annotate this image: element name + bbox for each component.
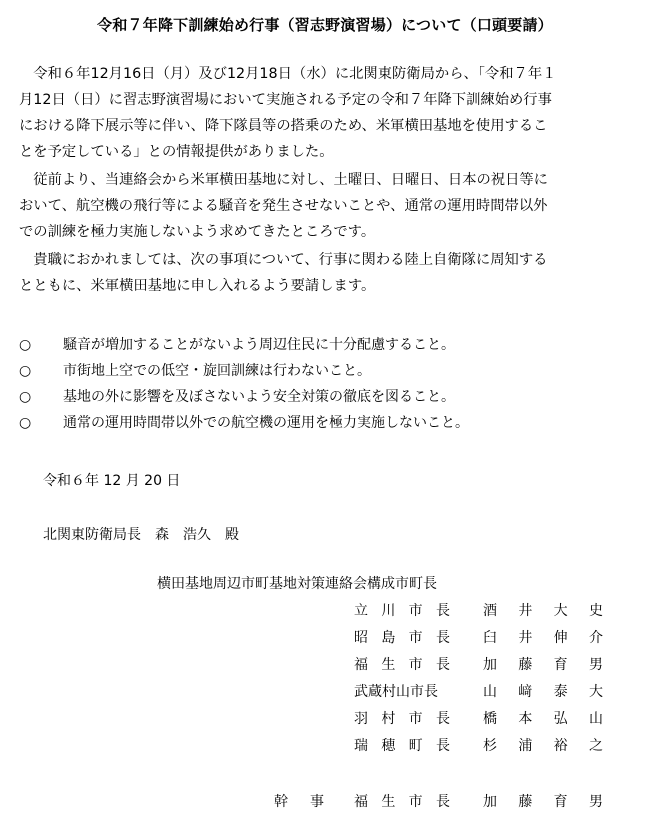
body-line: での訓練を極力実施しないよう求めてきたところです。 [19, 224, 376, 240]
secretary-name [483, 791, 603, 811]
name-char: 藤 [518, 794, 533, 810]
name-char: 裕 [553, 738, 568, 754]
title-char: 町 [408, 738, 423, 754]
title-char: 市 [408, 603, 423, 619]
title-text: 武蔵村山市長 [354, 684, 438, 700]
signatory-name [483, 627, 603, 647]
name-char: 男 [588, 657, 603, 673]
name-char: 井 [518, 630, 533, 646]
document-title: 令和７年降下訓練始め行事（習志野演習場）について（口頭要請） [97, 16, 553, 34]
signatory-title [354, 654, 450, 674]
secretary-label [274, 791, 324, 811]
title-char: 瑞 [354, 738, 368, 754]
name-char: 泰 [553, 684, 568, 700]
name-char: 山 [483, 684, 497, 700]
signatory-title [354, 600, 450, 620]
title-char: 村 [381, 711, 396, 727]
signatory-name [483, 708, 603, 728]
request-item [19, 413, 469, 433]
signatory-title [354, 708, 450, 728]
secretary-row [0, 791, 650, 811]
name-char: 男 [588, 794, 603, 810]
title-char: 市 [408, 657, 423, 673]
signatory-title [354, 681, 450, 701]
signatory-title [354, 627, 450, 647]
name-char: 加 [483, 794, 497, 810]
signatory-row [0, 735, 650, 755]
signatory-name [483, 735, 603, 755]
issue-date: 令和６年 12 月 20 日 [43, 473, 181, 489]
title-char: 立 [354, 603, 368, 619]
request-bullet: ○ [19, 363, 32, 379]
title-char: 穂 [381, 738, 396, 754]
body-line: とともに、米軍横田基地に申し入れるよう要請します。 [19, 278, 376, 294]
name-char: 臼 [483, 630, 497, 646]
title-char: 長 [435, 738, 450, 754]
request-bullet: ○ [19, 415, 32, 431]
body-line: における降下展示等に伴い、降下隊員等の搭乗のため、米軍横田基地を使用するこ [19, 118, 548, 134]
name-char: 浦 [518, 738, 533, 754]
title-char: 羽 [354, 711, 368, 727]
title-char: 長 [435, 794, 450, 810]
name-char: 酒 [483, 603, 497, 619]
addressee: 北関東防衛局長 森 浩久 殿 [43, 527, 239, 543]
body-line: おいて、航空機の飛行等による騒音を発生させないことや、通常の運用時間帯以外 [19, 198, 548, 214]
request-bullet: ○ [19, 337, 32, 353]
label-char: 事 [310, 794, 324, 810]
title-char: 長 [435, 630, 450, 646]
request-item [19, 387, 455, 407]
title-char: 長 [435, 711, 450, 727]
name-char: 山 [588, 711, 603, 727]
request-text: 基地の外に影響を及ぼさないよう安全対策の徹底を図ること。 [63, 389, 455, 405]
request-text: 騒音が増加することがないよう周辺住民に十分配慮すること。 [63, 337, 455, 353]
body-line: 従前より、当連絡会から米軍横田基地に対し、土曜日、日曜日、日本の祝日等に [19, 172, 548, 188]
signatory-name [483, 654, 603, 674]
title-char: 昭 [354, 630, 368, 646]
request-bullet: ○ [19, 389, 32, 405]
name-char: 加 [483, 657, 497, 673]
body-line: 令和６年12月16日（月）及び12月18日（水）に北関東防衛局から、「令和７年１ [19, 66, 557, 82]
signatory-row [0, 627, 650, 647]
secretary-title [354, 791, 450, 811]
label-char: 幹 [274, 794, 288, 810]
body-line: 月12日（日）に習志野演習場において実施される予定の令和７年降下訓練始め行事 [19, 92, 552, 108]
name-char: 伸 [553, 630, 568, 646]
signatory-row [0, 708, 650, 728]
name-char: 大 [553, 603, 568, 619]
request-item [19, 335, 455, 355]
name-char: 井 [518, 603, 533, 619]
name-char: 之 [588, 738, 603, 754]
signatory-row [0, 654, 650, 674]
title-char: 長 [435, 657, 450, 673]
name-char: 杉 [483, 738, 497, 754]
name-char: 橋 [483, 711, 497, 727]
signatory-row [0, 681, 650, 701]
name-char: 本 [518, 711, 533, 727]
name-char: 育 [553, 657, 568, 673]
request-item [19, 361, 371, 381]
name-char: 﨑 [518, 684, 533, 700]
title-char: 市 [408, 711, 423, 727]
organization-name: 横田基地周辺市町基地対策連絡会構成市町長 [157, 576, 437, 592]
name-char: 藤 [518, 657, 533, 673]
body-line: 貴職におかれましては、次の事項について、行事に関わる陸上自衛隊に周知する [19, 252, 548, 268]
title-char: 市 [408, 630, 423, 646]
title-char: 市 [408, 794, 423, 810]
name-char: 介 [588, 630, 603, 646]
title-char: 生 [381, 794, 396, 810]
name-char: 弘 [553, 711, 568, 727]
request-text: 通常の運用時間帯以外での航空機の運用を極力実施しないこと。 [63, 415, 469, 431]
signatory-row [0, 600, 650, 620]
title-char: 島 [381, 630, 396, 646]
signatory-name [483, 681, 603, 701]
title-char: 福 [354, 794, 368, 810]
title-char: 生 [381, 657, 396, 673]
request-text: 市街地上空での低空・旋回訓練は行わないこと。 [63, 363, 371, 379]
name-char: 大 [588, 684, 603, 700]
title-char: 福 [354, 657, 368, 673]
name-char: 史 [588, 603, 603, 619]
title-char: 長 [435, 603, 450, 619]
title-char: 川 [381, 603, 396, 619]
name-char: 育 [553, 794, 568, 810]
signatory-name [483, 600, 603, 620]
body-line: とを予定している」との情報提供がありました。 [19, 144, 334, 160]
signatory-title [354, 735, 450, 755]
